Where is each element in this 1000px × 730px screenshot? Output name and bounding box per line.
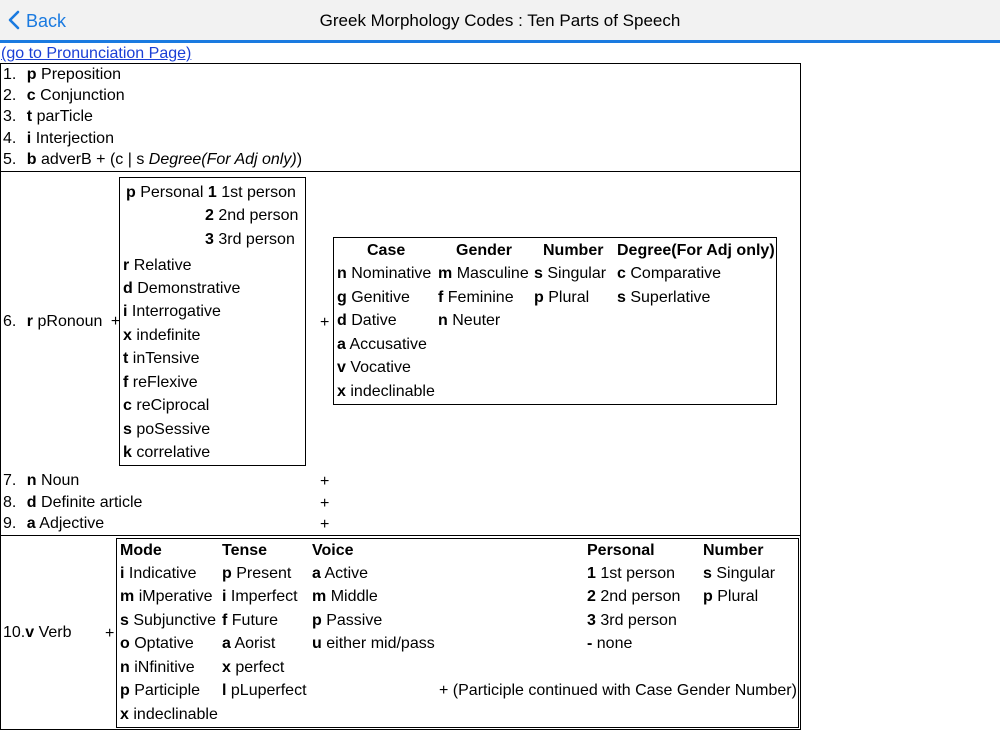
degree-item: s Superlative [617,289,711,306]
gender-item: m Masculine [438,265,529,282]
case-item: g Genitive [337,289,410,306]
tense-header: Tense [222,542,268,559]
pronoun-type: f reFlexive [123,374,198,391]
tense-item: x perfect [222,659,285,676]
verb-number-item: s Singular [703,565,776,582]
plus-sign: + [105,625,115,642]
tense-item: a Aorist [222,635,276,652]
navigation-bar [0,0,1000,43]
voice-item: m Middle [312,588,378,605]
part-row: 1. p Preposition [3,66,122,83]
voice-item: u either mid/pass [312,635,435,652]
mode-item: n iNfinitive [120,659,195,676]
gender-item: n Neuter [438,312,501,329]
pronoun-person: 3 3rd person [205,231,295,248]
mode-item: o Optative [120,635,194,652]
pronoun-label: 6. r pRonoun + [3,313,121,330]
part-row: 4. i Interjection [3,130,114,147]
verb-number-item: p Plural [703,588,759,605]
tense-item: p Present [222,565,292,582]
number-header: Number [543,242,604,259]
degree-header: Degree(For Adj only) [617,242,775,259]
part-row: 3. t parTicle [3,108,93,125]
case-header: Case [367,242,406,259]
case-item: d Dative [337,312,397,329]
part-row: 9. a Adjective [3,515,105,532]
part-row: 7. n Noun [3,472,80,489]
case-item: v Vocative [337,359,411,376]
voice-header: Voice [312,542,354,559]
person-item: 2 2nd person [587,588,681,605]
back-label: Back [26,11,67,31]
personal-header: Personal [587,542,655,559]
tense-item: i Imperfect [222,588,298,605]
page-title: Greek Morphology Codes : Ten Parts of Speech [319,11,681,30]
number-item: s Singular [534,265,607,282]
pronoun-person: 2 2nd person [205,207,299,224]
pronoun-type: s poSessive [123,421,211,438]
mode-item: p Participle [120,682,201,699]
pronunciation-page-link[interactable]: (go to Pronunciation Page) [1,45,192,62]
plus-sign: + [320,473,330,490]
tense-item: l pLuperfect [222,682,307,699]
degree-item: c Comparative [617,265,722,282]
pronoun-type: r Relative [123,257,192,274]
case-item: a Accusative [337,336,427,353]
pronoun-type: x indefinite [123,327,201,344]
number-header: Number [703,542,764,559]
person-item: - none [587,635,633,652]
pronoun-personal: p Personal 1 1st person [126,184,296,201]
nominal-inflection-box [333,237,777,405]
pronoun-type: k correlative [123,444,211,461]
case-item: x indeclinable [337,383,435,400]
mode-item: s Subjunctive [120,612,217,629]
verb-label: 10.v Verb [3,624,72,641]
plus-sign: + [320,516,330,533]
mode-item: i Indicative [120,565,197,582]
gender-header: Gender [456,242,513,259]
mode-item: m iMperative [120,588,213,605]
plus-sign: + [320,314,330,331]
pronoun-type: d Demonstrative [123,280,241,297]
pronoun-type: t inTensive [123,350,200,367]
mode-header: Mode [120,542,162,559]
number-item: p Plural [534,289,590,306]
mode-item: x indeclinable [120,706,218,723]
tense-item: f Future [222,612,279,629]
part-row: 2. c Conjunction [3,87,125,104]
part-row: 5. b adverB + (c | s Degree(For Adj only)) [3,151,303,168]
plus-sign: + [320,495,330,512]
pronoun-type: c reCiprocal [123,397,210,414]
person-item: 1 1st person [587,565,676,582]
participle-note: + (Participle continued with Case Gender Number) [439,682,797,699]
person-item: 3 3rd person [587,612,677,629]
part-row: 8. d Definite article [3,494,143,511]
voice-item: a Active [312,565,369,582]
pronoun-type: i Interrogative [123,303,221,320]
voice-item: p Passive [312,612,383,629]
case-item: n Nominative [337,265,432,282]
gender-item: f Feminine [438,289,514,306]
